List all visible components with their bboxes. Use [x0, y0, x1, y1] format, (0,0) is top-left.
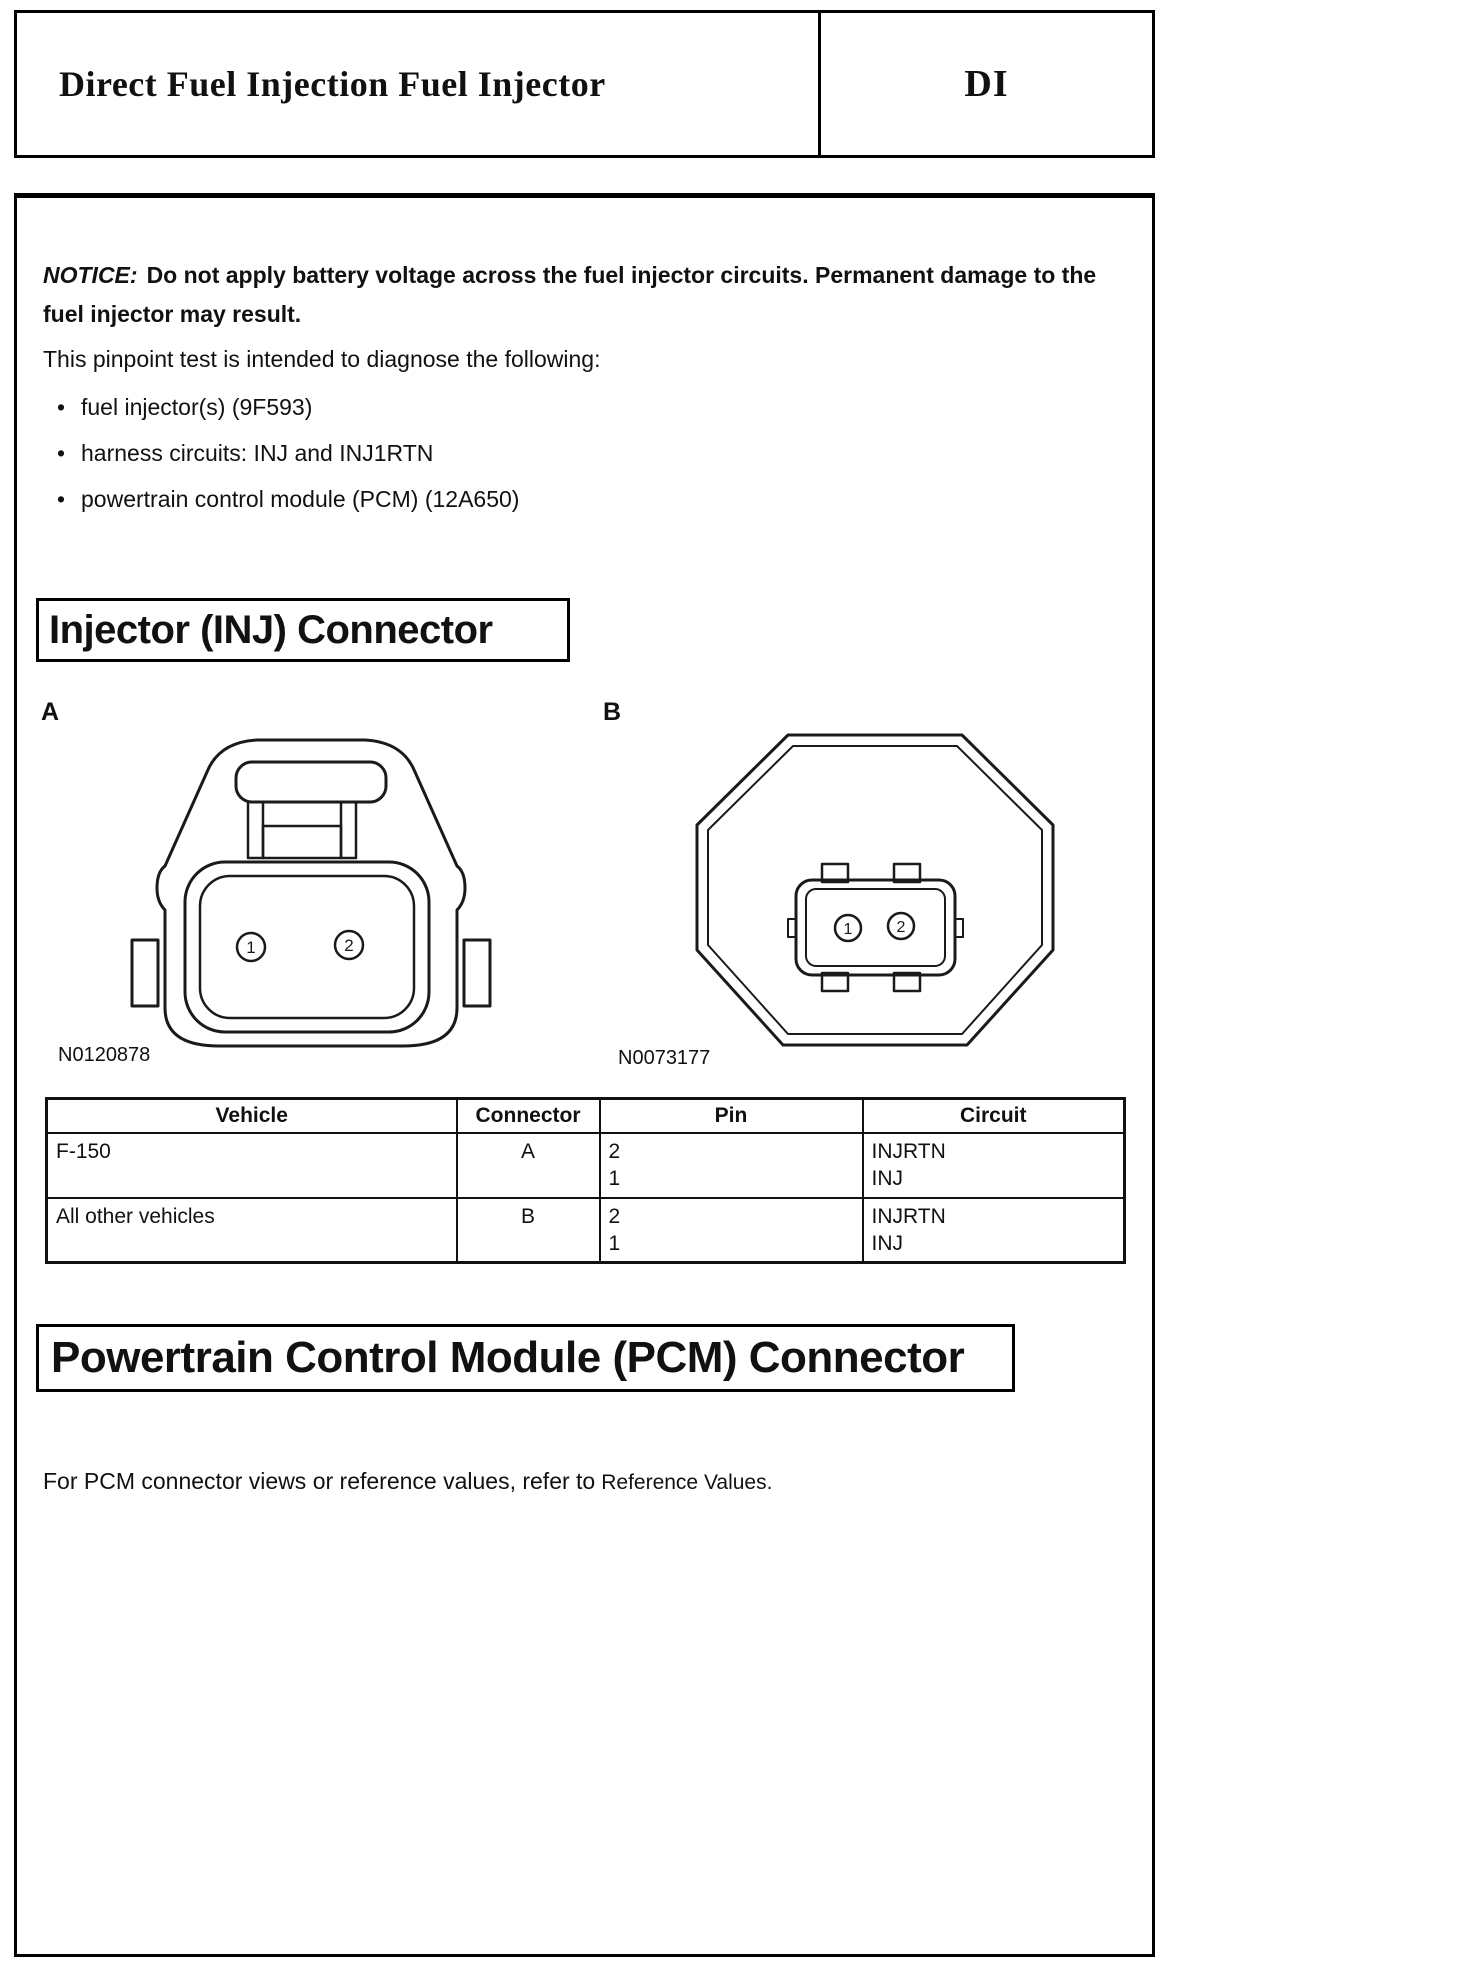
- notice-paragraph: [43, 256, 1139, 334]
- inj-connector-heading: Injector (INJ) Connector: [49, 607, 493, 652]
- connector-a-latch-leg-left: [248, 802, 263, 858]
- page-title: Direct Fuel Injection Fuel Injector: [59, 64, 606, 104]
- connector-a-right-wing: [464, 940, 490, 1006]
- connector-a-face-outer: [185, 862, 429, 1032]
- pcm-connector-heading-box: [36, 1324, 1015, 1392]
- connector-a-latch-leg-right: [341, 802, 356, 858]
- cell-connector: A: [457, 1133, 600, 1198]
- connector-b-diagram: [685, 725, 1065, 1055]
- circuit-line: INJRTN: [871, 1140, 946, 1163]
- cell-pin: [600, 1198, 863, 1263]
- column-header-circuit: Circuit: [863, 1099, 1125, 1134]
- column-header-connector: Connector: [457, 1099, 600, 1134]
- connector-b-figure: [685, 725, 1065, 1060]
- connector-a-diagram: [121, 722, 501, 1057]
- diagram-a-label: A: [41, 698, 60, 726]
- reference-values-link[interactable]: Reference Values.: [601, 1471, 773, 1494]
- figure-id-b: N0073177: [618, 1047, 711, 1069]
- cell-circuit: [863, 1133, 1125, 1198]
- pin-line: 1: [608, 1167, 621, 1191]
- notice-label: NOTICE:: [43, 262, 138, 288]
- intro-text: This pinpoint test is intended to diagnose the following:: [43, 346, 601, 372]
- bullet-item-fuel-injector: • fuel injector(s) (9F593): [81, 394, 312, 421]
- connector-b-pin2-label: 2: [896, 919, 906, 936]
- cell-pin: [600, 1133, 863, 1198]
- cell-vehicle: All other vehicles: [47, 1198, 457, 1263]
- pin-table-header-row: [47, 1099, 1125, 1134]
- pcm-reference-paragraph: [43, 1468, 772, 1495]
- connector-b-body: [796, 880, 955, 975]
- connector-a-figure: [121, 722, 501, 1062]
- pin-line: 2: [608, 1204, 621, 1228]
- connector-b-body-inner: [806, 889, 945, 966]
- pin-table-container: [45, 1097, 1123, 1264]
- connector-a-face-inner: [200, 876, 414, 1018]
- cell-connector: B: [457, 1198, 600, 1263]
- circuit-line: INJ: [871, 1167, 903, 1191]
- pcm-reference-text: For PCM connector views or reference values, refer to: [43, 1468, 596, 1494]
- connector-a-pin2-label: 2: [344, 936, 354, 955]
- connector-a-latch-center: [263, 826, 341, 858]
- column-header-vehicle: Vehicle: [47, 1099, 457, 1134]
- pcm-connector-heading: Powertrain Control Module (PCM) Connector: [51, 1333, 965, 1382]
- circuit-line: INJ: [871, 1231, 903, 1255]
- connector-a-pin1-label: 1: [246, 938, 256, 957]
- page-title-cell: [17, 13, 818, 155]
- diagram-b-label: B: [603, 698, 622, 726]
- connector-b-pin1-label: 1: [843, 921, 853, 938]
- connector-a-latch: [236, 762, 386, 802]
- content-panel: [14, 193, 1155, 1957]
- notice-text: Do not apply battery voltage across the fuel injector circuits. Permanent damage to the fuel injector may result.: [43, 262, 1097, 328]
- bullet-item-harness-circuits: • harness circuits: INJ and INJ1RTN: [81, 440, 433, 467]
- table-row-f150: [47, 1133, 1125, 1198]
- cell-circuit: [863, 1198, 1125, 1263]
- pin-line: 2: [608, 1140, 621, 1163]
- pin-table: [45, 1097, 1126, 1264]
- bullet-item-pcm: • powertrain control module (PCM) (12A650): [81, 486, 519, 513]
- circuit-line: INJRTN: [871, 1204, 946, 1228]
- table-row-all-other: [47, 1198, 1125, 1263]
- pin-line: 1: [608, 1231, 621, 1255]
- cell-vehicle: F-150: [47, 1133, 457, 1198]
- page-header: [14, 10, 1155, 158]
- inj-connector-heading-box: [36, 598, 570, 662]
- section-code: DI: [964, 63, 1009, 105]
- figure-id-a: N0120878: [58, 1044, 151, 1066]
- column-header-pin: Pin: [600, 1099, 863, 1134]
- connector-a-left-wing: [132, 940, 158, 1006]
- section-code-cell: [818, 13, 1152, 155]
